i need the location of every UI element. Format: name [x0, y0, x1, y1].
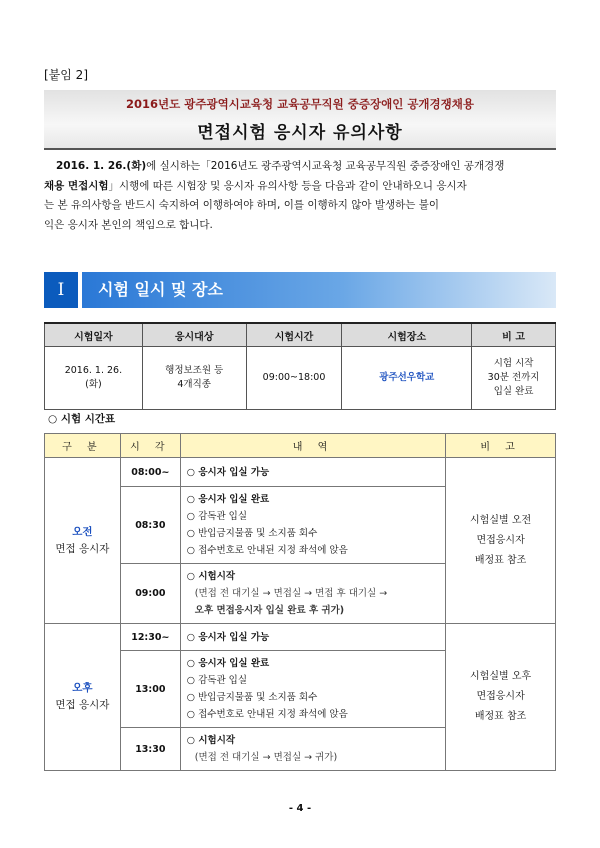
exam-target: 행정보조원 등 4개직종 — [142, 347, 246, 410]
exam-place: 광주선우학교 — [342, 347, 472, 410]
intro-text-1: 에 실시하는「2016년도 광주광역시교육청 교육공무직원 중증장애인 공개경쟁 — [146, 160, 505, 172]
intro-text-4: 익은 응시자 본인의 책임으로 합니다. — [44, 218, 213, 231]
exam-time: 09:00~18:00 — [246, 347, 342, 410]
pm-time-2: 13:00 — [120, 651, 180, 728]
header-clock: 시 각 — [120, 434, 180, 458]
header-place: 시험장소 — [342, 323, 472, 347]
am-time-1: 08:00~ — [120, 458, 180, 487]
section-title: 시험 일시 및 장소 — [82, 272, 556, 308]
am-detail-2: ○ 응시자 입실 완료 ○ 감독관 입실 ○ 반입금지물품 및 소지품 회수 ○ 접수번호로 안내된 지정 좌석에 앉음 — [180, 487, 445, 564]
pm-time-1: 12:30~ — [120, 624, 180, 651]
exam-note: 시험 시작 30분 전까지 입실 완료 — [472, 347, 556, 410]
title-banner — [44, 90, 556, 150]
intro-text-3: 는 본 유의사항을 반드시 숙지하여 이행하여야 하며, 이를 이행하지 않아 발생하는 불이 — [44, 199, 440, 211]
header-note: 비 고 — [472, 323, 556, 347]
pm-remarks: 시험실별 오후 면접응시자 배정표 참조 — [446, 624, 556, 771]
intro-date: 2016. 1. 26.(화) — [56, 160, 147, 172]
am-time-2: 08:30 — [120, 487, 180, 564]
am-detail-1: ○ 응시자 입실 가능 — [180, 458, 445, 487]
header-date: 시험일자 — [45, 323, 143, 347]
header-remarks: 비 고 — [446, 434, 556, 458]
table-row — [45, 458, 556, 487]
intro-exam-name: 채용 면접시험 — [44, 179, 109, 192]
am-remarks: 시험실별 오전 면접응시자 배정표 참조 — [446, 458, 556, 624]
table-row — [45, 347, 556, 410]
am-detail-3: ○ 시험시작 (면접 전 대기실 → 면접실 → 면접 후 대기실 → 오후 면접응시자 입실 완료 후 귀가) — [180, 564, 445, 624]
table-row — [45, 624, 556, 651]
section-header — [44, 272, 556, 308]
header-target: 응시대상 — [142, 323, 246, 347]
header-details: 내 역 — [180, 434, 445, 458]
schedule-table — [44, 433, 556, 771]
intro-text-2: 」시행에 따른 시험장 및 응시자 유의사항 등을 다음과 같이 안내하오니 응시자 — [108, 179, 467, 192]
am-group: 오전 면접 응시자 — [45, 458, 121, 624]
header-category: 구 분 — [45, 434, 121, 458]
page-number: - 4 - — [288, 803, 312, 814]
pm-detail-3: ○ 시험시작 (면접 전 대기실 → 면접실 → 귀가) — [180, 728, 445, 771]
pm-group: 오후 면접 응시자 — [45, 624, 121, 771]
exam-date: 2016. 1. 26. (화) — [45, 347, 143, 410]
pm-detail-1: ○ 응시자 입실 가능 — [180, 624, 445, 651]
header-time: 시험시간 — [246, 323, 342, 347]
section-number: Ⅰ — [44, 272, 78, 308]
banner-subtitle: 2016년도 광주광역시교육청 교육공무직원 중증장애인 공개경쟁채용 — [126, 97, 474, 111]
intro-paragraph — [44, 157, 556, 235]
annex-label: [붙임 2] — [44, 68, 88, 82]
pm-time-3: 13:30 — [120, 728, 180, 771]
exam-info-table — [44, 322, 556, 410]
pm-detail-2: ○ 응시자 입실 완료 ○ 감독관 입실 ○ 반입금지물품 및 소지품 회수 ○ 접수번호로 안내된 지정 좌석에 앉음 — [180, 651, 445, 728]
page-title: 면접시험 응시자 유의사항 — [197, 123, 403, 143]
am-time-3: 09:00 — [120, 564, 180, 624]
schedule-caption: ○ 시험 시간표 — [48, 413, 116, 425]
